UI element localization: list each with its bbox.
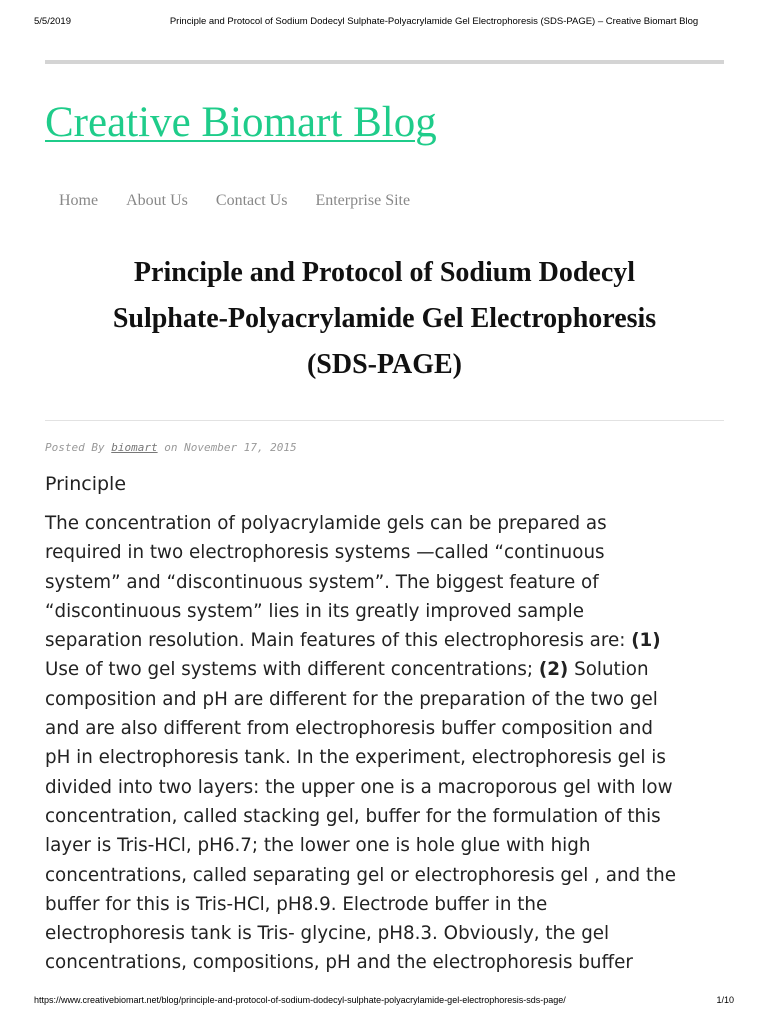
body-line bbox=[45, 890, 735, 919]
nav-item-home[interactable]: Home bbox=[59, 192, 99, 209]
post-title bbox=[45, 250, 724, 388]
print-document-title: Principle and Protocol of Sodium Dodecyl Sulphate-Polyacrylamide Gel Electrophoresis (SDS-PAGE) – Creative Biomart Blog bbox=[169, 16, 699, 27]
body-line-text: system” and “discontinuous system”. The biggest feature of bbox=[45, 571, 599, 593]
main-navigation bbox=[59, 192, 438, 210]
print-url: https://www.creativebiomart.net/blog/principle-and-protocol-of-sodium-dodecyl-sulphate-polyacrylamide-gel-electrophoresis-sds-page/ bbox=[34, 995, 566, 1005]
post-title-line: Sulphate-Polyacrylamide Gel Electrophoresis bbox=[112, 303, 657, 334]
body-line bbox=[45, 597, 735, 626]
body-line bbox=[45, 655, 735, 684]
body-line-text: concentration, called stacking gel, buffer for the formulation of this bbox=[45, 805, 661, 827]
print-footer bbox=[34, 995, 734, 1009]
author-link[interactable]: biomart bbox=[111, 441, 158, 454]
body-line bbox=[45, 773, 735, 802]
body-line-text: “discontinuous system” lies in its greatly improved sample bbox=[45, 600, 584, 622]
nav-item-enterprise-site[interactable]: Enterprise Site bbox=[315, 192, 411, 209]
body-line-text: electrophoresis tank is Tris- glycine, pH8.3. Obviously, the gel bbox=[45, 923, 610, 945]
title-divider bbox=[45, 420, 724, 421]
body-line bbox=[45, 861, 735, 890]
body-line bbox=[45, 685, 735, 714]
body-line-text: pH in electrophoresis tank. In the experiment, electrophoresis gel is bbox=[45, 747, 666, 769]
body-line-text: separation resolution. Main features of this electrophoresis are: bbox=[45, 630, 626, 652]
article-body bbox=[45, 509, 735, 978]
post-meta bbox=[45, 441, 297, 454]
body-line-text: concentrations, called separating gel or electrophoresis gel , and the bbox=[45, 864, 676, 886]
section-heading: Principle bbox=[45, 473, 127, 495]
nav-item-contact-us[interactable]: Contact Us bbox=[215, 192, 288, 209]
body-line bbox=[45, 948, 735, 977]
site-title-link[interactable]: Creative Biomart Blog bbox=[45, 99, 437, 146]
body-line-text: layer is Tris-HCl, pH6.7; the lower one is hole glue with high bbox=[45, 835, 591, 857]
page-number: 1/10 bbox=[716, 995, 734, 1005]
body-line bbox=[45, 919, 735, 948]
posted-on-label: on bbox=[164, 441, 178, 454]
body-line-text: required in two electrophoresis systems —called “continuous bbox=[45, 542, 605, 564]
body-line-text: concentrations, compositions, pH and the electrophoresis buffer bbox=[45, 952, 633, 974]
body-line bbox=[45, 538, 735, 567]
body-line-text: and are also different from electrophoresis buffer composition and bbox=[45, 718, 653, 740]
body-line-text: Use of two gel systems with different concentrations; bbox=[45, 659, 534, 681]
list-marker: (2) bbox=[538, 659, 569, 681]
body-line bbox=[45, 509, 735, 538]
body-line-text: buffer for this is Tris-HCl, pH8.9. Electrode buffer in the bbox=[45, 893, 548, 915]
body-line-text: divided into two layers: the upper one is a macroporous gel with low bbox=[45, 776, 673, 798]
body-line bbox=[45, 802, 735, 831]
nav-item-about-us[interactable]: About Us bbox=[126, 192, 188, 209]
body-line-text: composition and pH are different for the preparation of the two gel bbox=[45, 688, 658, 710]
post-date: November 17, 2015 bbox=[184, 441, 297, 454]
body-line bbox=[45, 568, 735, 597]
post-title-line: (SDS-PAGE) bbox=[306, 349, 463, 380]
body-line bbox=[45, 626, 735, 655]
header-divider bbox=[45, 60, 724, 64]
print-date: 5/5/2019 bbox=[34, 16, 71, 27]
posted-by-label: Posted By bbox=[45, 441, 105, 454]
body-line-text: The concentration of polyacrylamide gels can be prepared as bbox=[45, 513, 607, 534]
print-header bbox=[34, 16, 734, 30]
body-line bbox=[45, 743, 735, 772]
post-title-line: Principle and Protocol of Sodium Dodecyl bbox=[133, 257, 636, 288]
list-marker: (1) bbox=[631, 630, 661, 652]
body-line bbox=[45, 714, 735, 743]
body-line-text: Solution bbox=[574, 659, 649, 681]
body-line bbox=[45, 831, 735, 860]
